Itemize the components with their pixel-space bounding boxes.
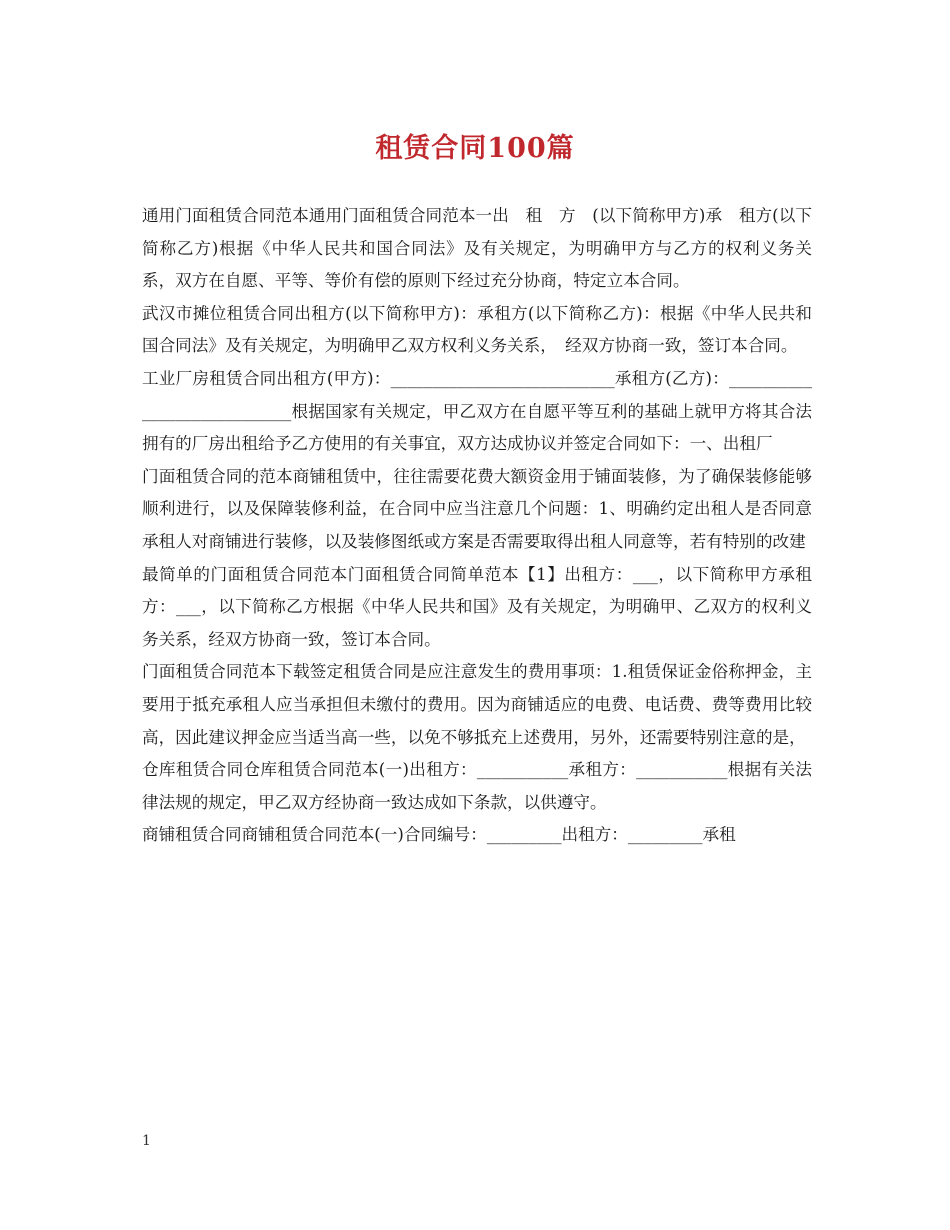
paragraph-wuhan-stall-lease: 武汉市摊位租赁合同出租方(以下简称甲方)：承租方(以下简称乙方)：根据《中华人民共和国合同法》及有关规定，为明确甲乙双方权利义务关系， 经双方协商一致，签订本合同。 xyxy=(142,303,812,356)
paragraph-storefront-lease-template: 门面租赁合同的范本商铺租赁中，往往需要花费大额资金用于铺面装修，为了确保装修能够顺利进行，以及保障装修利益，在合同中应当注意几个问题：1、明确约定出租人是否同意承租人对商铺进行装修，以及装修图纸或方案是否需要取得出租人同意等，若有特别的改建 xyxy=(142,466,812,551)
paragraph-industrial-plant-lease: 工业厂房租赁合同出租方(甲方)：___________________________承租方(乙方)：____________________________根据国家有关规定，甲乙双方在自愿平等互利的基础上就甲方将其合法拥有的厂房出租给予乙方使用的有关事宜，双方达成协议并签定合同如下：一、出租厂 xyxy=(142,368,812,454)
paragraph-shop-lease: 商铺租赁合同商铺租赁合同范本(一)合同编号：_________出租方：_________承租 xyxy=(142,825,736,845)
paragraph-storefront-lease-download: 门面租赁合同范本下载签定租赁合同是应注意发生的费用事项：1.租赁保证金俗称押金，主要用于抵充承租人应当承担但未缴付的费用。因为商铺适应的电费、电话费、费等费用比较高，因此建议押金应当适当高一些，以免不够抵充上述费用，另外，还需要特别注意的是， xyxy=(142,662,812,747)
page-number: 1 xyxy=(142,1133,151,1149)
paragraph-simplest-storefront-lease: 最简单的门面租赁合同范本门面租赁合同简单范本【1】出租方：___，以下简称甲方承租方：___，以下简称乙方根据《中华人民共和国》及有关规定，为明确甲、乙双方的权利义务关系，经双方协商一致，签订本合同。 xyxy=(142,564,812,649)
paragraph-general-storefront-lease: 通用门面租赁合同范本通用门面租赁合同范本一出 租 方 (以下简称甲方)承 租方(以下简称乙方)根据《中华人民共和国合同法》及有关规定，为明确甲方与乙方的权利义务关系，双方在自愿、平等、等价有偿的原则下经过充分协商，特定立本合同。 xyxy=(142,206,812,291)
paragraph-warehouse-lease: 仓库租赁合同仓库租赁合同范本(一)出租方：___________承租方：___________根据有关法律法规的规定，甲乙双方经协商一致达成如下条款，以供遵守。 xyxy=(142,760,812,812)
document-body xyxy=(142,200,812,852)
document-title: 租赁合同100篇 xyxy=(375,133,575,164)
